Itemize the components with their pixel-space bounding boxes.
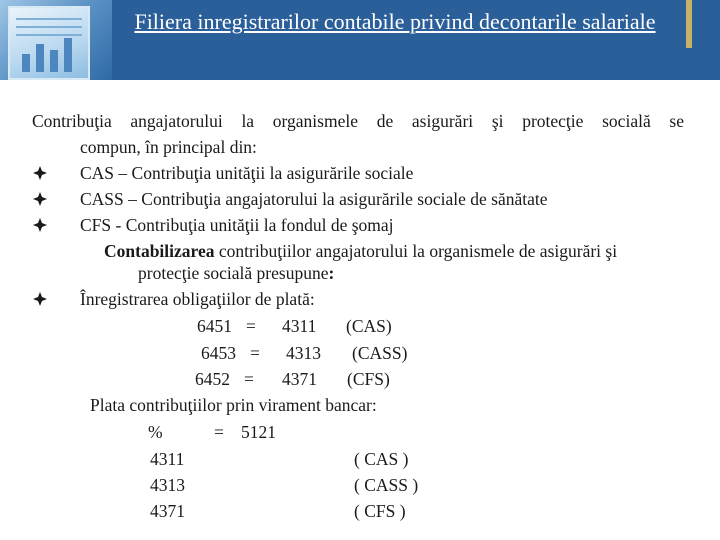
- header-image: [0, 0, 112, 80]
- obligations-label: Înregistrarea obligaţiilor de plată:: [80, 289, 315, 309]
- payment-credit: 5121: [241, 422, 276, 442]
- monitor-graphic-icon: [8, 6, 90, 80]
- accounting-note-rest: contribuţiilor angajatorului la organismele de asigurări şi: [214, 241, 618, 261]
- payment-account: 4313: [150, 475, 185, 495]
- header-accent: [686, 0, 692, 48]
- entry-equals: =: [244, 369, 254, 389]
- list-item: CAS – Contribuţia unităţii la asigurările sociale: [80, 163, 414, 183]
- intro-line-1: Contribuţia angajatorului la organismele de asigurări şi protecţie socială se: [32, 111, 684, 131]
- entry-credit: 4311: [282, 316, 317, 336]
- entry-debit: 6452: [195, 369, 230, 389]
- entry-credit: 4371: [282, 369, 317, 389]
- diamond-bullet-icon: [32, 286, 48, 312]
- entry-debit: 6451: [197, 316, 232, 336]
- payment-equals: =: [214, 422, 224, 442]
- payment-account-label: ( CAS ): [354, 449, 409, 469]
- entry-label: (CASS): [352, 343, 408, 363]
- entry-equals: =: [246, 316, 256, 336]
- accounting-note-bold: Contabilizarea: [104, 241, 215, 261]
- diamond-bullet-icon: [32, 212, 48, 238]
- page-title: Filiera inregistrarilor contabile privind decontarile salariale: [134, 9, 656, 34]
- list-item: CFS - Contribuţia unităţii la fondul de şomaj: [80, 215, 394, 235]
- diamond-bullet-icon: [32, 160, 48, 186]
- accounting-note-line-2: [138, 260, 334, 286]
- list-item: CASS – Contribuţia angajatorului la asigurările sociale de sănătate: [80, 189, 548, 209]
- accounting-note-text: protecţie socială presupune: [138, 263, 329, 283]
- payment-label: Plata contribuţiilor prin virament bancar:: [90, 395, 377, 415]
- payment-account: 4371: [150, 501, 185, 521]
- entry-equals: =: [250, 343, 260, 363]
- entry-credit: 4313: [286, 343, 321, 363]
- intro-line-2: compun, în principal din:: [80, 137, 257, 157]
- entry-label: (CFS): [347, 369, 390, 389]
- payment-account-label: ( CFS ): [354, 501, 406, 521]
- payment-debit: %: [148, 422, 163, 442]
- entry-debit: 6453: [201, 343, 236, 363]
- slide-content: [0, 108, 720, 538]
- payment-account: 4311: [150, 449, 185, 469]
- entry-label: (CAS): [346, 316, 392, 336]
- accounting-note-colon: :: [328, 263, 335, 283]
- payment-account-label: ( CASS ): [354, 475, 419, 495]
- diamond-bullet-icon: [32, 186, 48, 212]
- header-bar: [0, 0, 720, 80]
